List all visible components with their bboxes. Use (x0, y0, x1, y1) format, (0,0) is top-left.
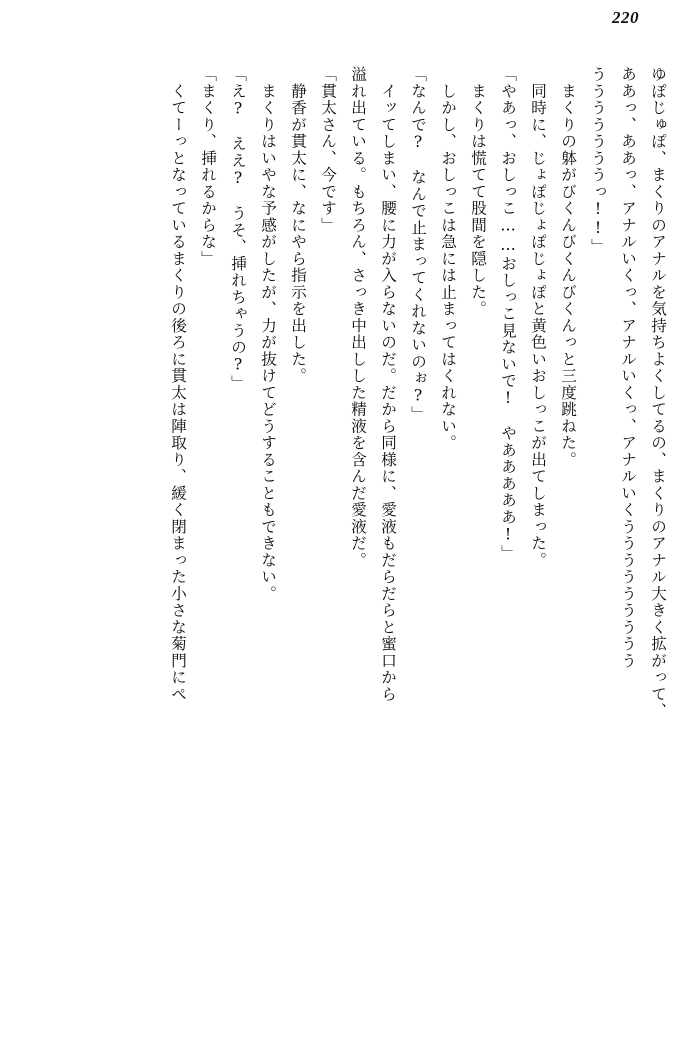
text-line: 「やあっ、おしっこ……おしっこ見ないで! やあああああ!」 (499, 66, 517, 562)
vertical-text-body (22, 66, 665, 1020)
text-line: 「貫太さん、今です」 (319, 66, 337, 234)
text-line: まくりは慌てて股間を隠した。 (469, 66, 487, 318)
text-line: 同時に、じょぽじょぽじょぽと黄色いおしっこが出てしまった。 (529, 66, 547, 569)
text-line: 「まくり、挿れるからな」 (199, 66, 217, 267)
text-line: イッてしまい、腰に力が入らないのだ。だから同様に、愛液もだらだらと蜜口から (379, 66, 397, 703)
page-number: 220 (612, 8, 639, 27)
text-line: くてーっとなっているまくりの後ろに貫太は陣取り、緩く閉まった小さな菊門にぺ (169, 66, 187, 703)
text-line: ああっ、ああっ、アナルいくっ、アナルいくっ、アナルいくううううううううう (619, 66, 637, 669)
text-line: しかし、おしっこは急には止まってはくれない。 (439, 66, 457, 452)
text-line: うううううううっ!!」 (589, 66, 607, 256)
text-line: ゆぽじゅぽ、まくりのアナルを気持ちよくしてるの、まくりのアナル大きく拡がって、 (649, 66, 667, 720)
text-line: 溢れ出ている。もちろん、さっき中出しした精液を含んだ愛液だ。 (349, 66, 367, 569)
text-line: 静香が貫太に、なにやら指示を出した。 (289, 66, 307, 385)
text-line: まくりはいやな予感がしたが、力が抜けてどうすることもできない。 (259, 66, 277, 602)
text-line: まくりの躰がびくんびくんびくんっと三度跳ねた。 (559, 66, 577, 468)
text-line: 「え? ええ? うそ、挿れちゃうの?」 (229, 66, 247, 392)
text-line: 「なんで? なんで止まってくれないのぉ?」 (409, 66, 427, 423)
